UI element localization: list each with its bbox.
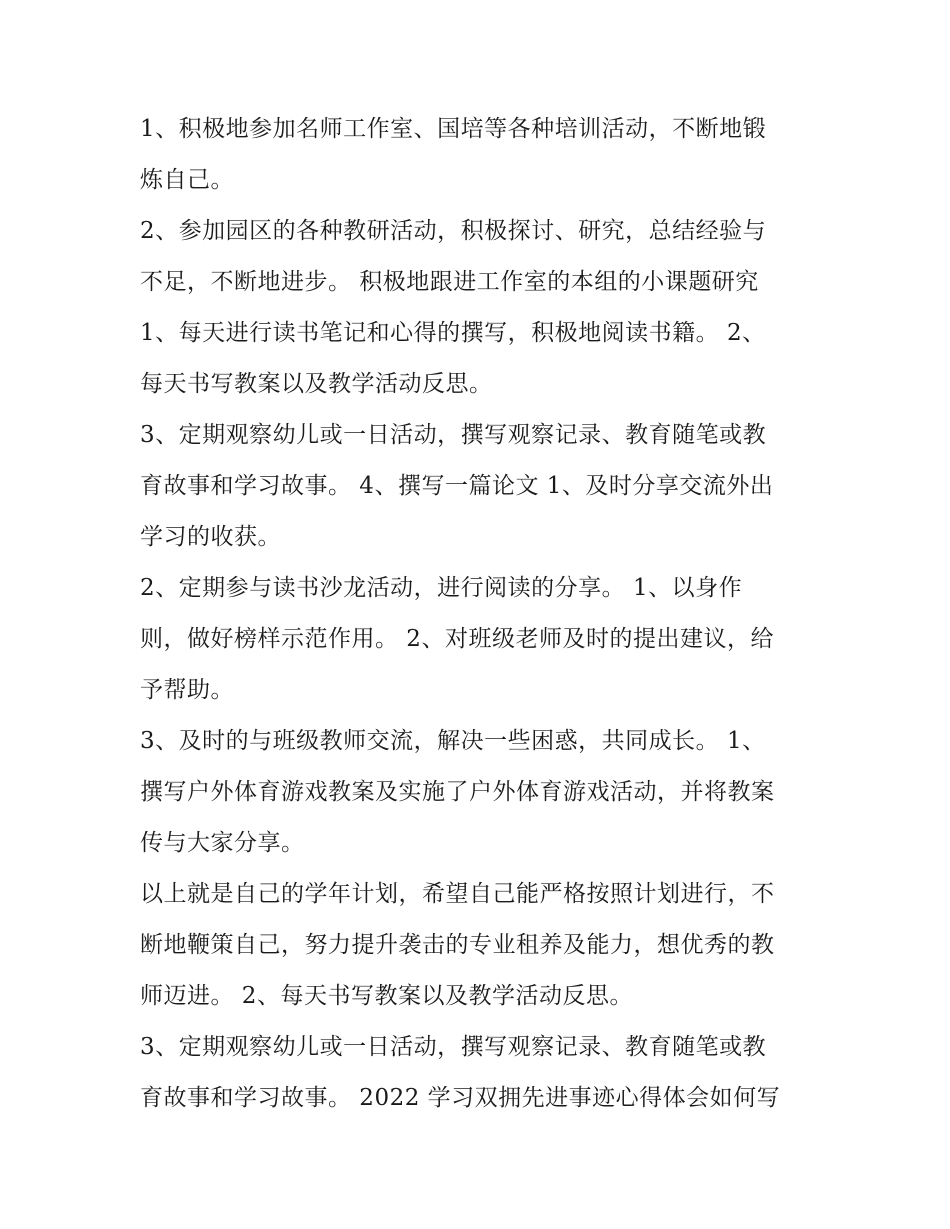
text-line: 3、及时的与班级教师交流，解决一些困惑，共同成长。 1、 xyxy=(140,728,766,754)
text-line: 师迈进。 2、每天书写教案以及教学活动反思。 xyxy=(140,983,633,1009)
text-line: 炼自己。 xyxy=(140,167,234,193)
text-line: 1、每天进行读书笔记和心得的撰写，积极地阅读书籍。 2、 xyxy=(140,320,766,346)
text-line: 3、定期观察幼儿或一日活动，撰写观察记录、教育随笔或教 xyxy=(140,1034,767,1060)
document-body xyxy=(140,104,820,1124)
text-line: 不足，不断地进步。 积极地跟进工作室的本组的小课题研究 xyxy=(140,269,759,295)
text-line: 传与大家分享。 xyxy=(140,830,305,856)
text-line: 撰写户外体育游戏教案及实施了户外体育游戏活动，并将教案 xyxy=(140,779,775,805)
text-line: 育故事和学习故事。 4、撰写一篇论文 1、及时分享交流外出 xyxy=(140,473,774,499)
text-line: 予帮助。 xyxy=(140,677,234,703)
text-line: 以上就是自己的学年计划，希望自己能严格按照计划进行，不 xyxy=(140,881,775,907)
text-line: 学习的收获。 xyxy=(140,524,281,550)
text-line: 育故事和学习故事。 2022 学习双拥先进事迹心得体会如何写 xyxy=(140,1085,781,1111)
text-line: 3、定期观察幼儿或一日活动，撰写观察记录、教育随笔或教 xyxy=(140,422,767,448)
text-line: 则，做好榜样示范作用。 2、对班级老师及时的提出建议，给 xyxy=(140,626,774,652)
text-line: 2、定期参与读书沙龙活动，进行阅读的分享。 1、以身作 xyxy=(140,575,743,601)
text-line: 每天书写教案以及教学活动反思。 xyxy=(140,371,493,397)
text-line: 1、积极地参加名师工作室、国培等各种培训活动，不断地锻 xyxy=(140,116,767,142)
text-line: 断地鞭策自己，努力提升袭击的专业租养及能力，想优秀的教 xyxy=(140,932,775,958)
text-line: 2、参加园区的各种教研活动，积极探讨、研究，总结经验与 xyxy=(140,218,767,244)
